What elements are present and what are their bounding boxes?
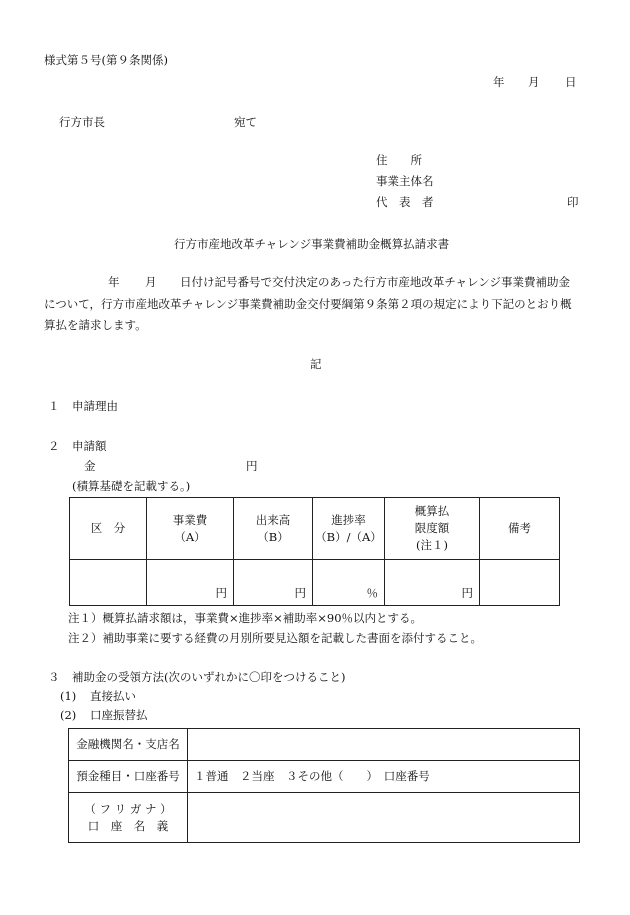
form-number: 様式第５号(第９条関係) (44, 53, 168, 67)
bank-name-label: 金融機関名・支店名 (69, 729, 188, 761)
account-holder-label: （ フ リ ガ ナ ） 口 座 名 義 (69, 793, 188, 843)
cell-dekidaka: 円 (234, 560, 313, 606)
cell-kubun (70, 560, 147, 606)
header-jigyohi: 事業費 （A） (147, 498, 234, 560)
addressee-suffix: 宛て (234, 115, 257, 129)
amount-unit: 円 (246, 459, 258, 473)
header-biko: 備考 (480, 498, 560, 560)
amount-label: 金 (84, 459, 96, 473)
option2-label: 口座振替払 (90, 708, 148, 722)
account-holder-value (188, 793, 580, 843)
addressee-name: 行方市長 (59, 115, 105, 129)
cell-biko (480, 560, 560, 606)
date-year: 年 (493, 75, 505, 89)
body-year: 年 (108, 275, 120, 289)
section2-label: 申請額 (72, 439, 107, 453)
address-label: 住 所 (376, 153, 422, 167)
representative-label: 代 表 者 (376, 195, 434, 209)
document-title: 行方市産地改革チャレンジ事業費補助金概算払請求書 (174, 237, 450, 251)
bank-name-value (188, 729, 580, 761)
estimate-table (69, 497, 560, 606)
section3-label: 補助金の受領方法(次のいずれかに〇印をつけること) (72, 670, 346, 684)
seal-mark: 印 (567, 195, 579, 209)
date-day: 日 (565, 75, 577, 89)
body-month: 月 (145, 275, 157, 289)
section2-number: ２ (48, 439, 60, 453)
cell-shinchoku: ％ (313, 560, 385, 606)
cell-jigyohi: 円 (147, 560, 234, 606)
estimate-note: (積算基礎を記載する。) (72, 479, 191, 493)
header-dekidaka: 出来高 （B） (234, 498, 313, 560)
option2-number: (2) (60, 708, 77, 722)
body-line3: 算払を請求します。 (44, 318, 147, 332)
bank-account-table (68, 728, 580, 843)
date-month: 月 (528, 75, 540, 89)
note-2: 注２）補助事業に要する経費の月別所要見込額を記載した書面を添付すること。 (68, 631, 482, 645)
section1-label: 申請理由 (72, 399, 118, 413)
account-type-value: １普通 ２当座 ３その他（ ） 口座番号 (188, 761, 580, 793)
section1-number: １ (48, 399, 60, 413)
entity-label: 事業主体名 (376, 174, 434, 188)
note-1: 注１）概算払請求額は，事業費×進捗率×補助率×90％以内とする。 (68, 611, 423, 625)
header-gaisan: 概算払 限度額 (注１) (385, 498, 480, 560)
section3-number: ３ (48, 670, 60, 684)
cell-gaisan: 円 (385, 560, 480, 606)
body-line2: について，行方市産地改革チャレンジ事業費補助金交付要綱第９条第２項の規定により下記のとおり概 (44, 297, 572, 311)
header-kubun: 区 分 (70, 498, 147, 560)
header-shinchoku: 進捗率 （B）/（A） (313, 498, 385, 560)
body-line1: 日付け記号番号で交付決定のあった行方市産地改革チャレンジ事業費補助金 (180, 275, 570, 289)
option1-label: 直接払い (90, 689, 136, 703)
account-type-label: 預金種目・口座番号 (69, 761, 188, 793)
option1-number: (1) (60, 689, 77, 703)
ki-heading: 記 (310, 357, 322, 371)
